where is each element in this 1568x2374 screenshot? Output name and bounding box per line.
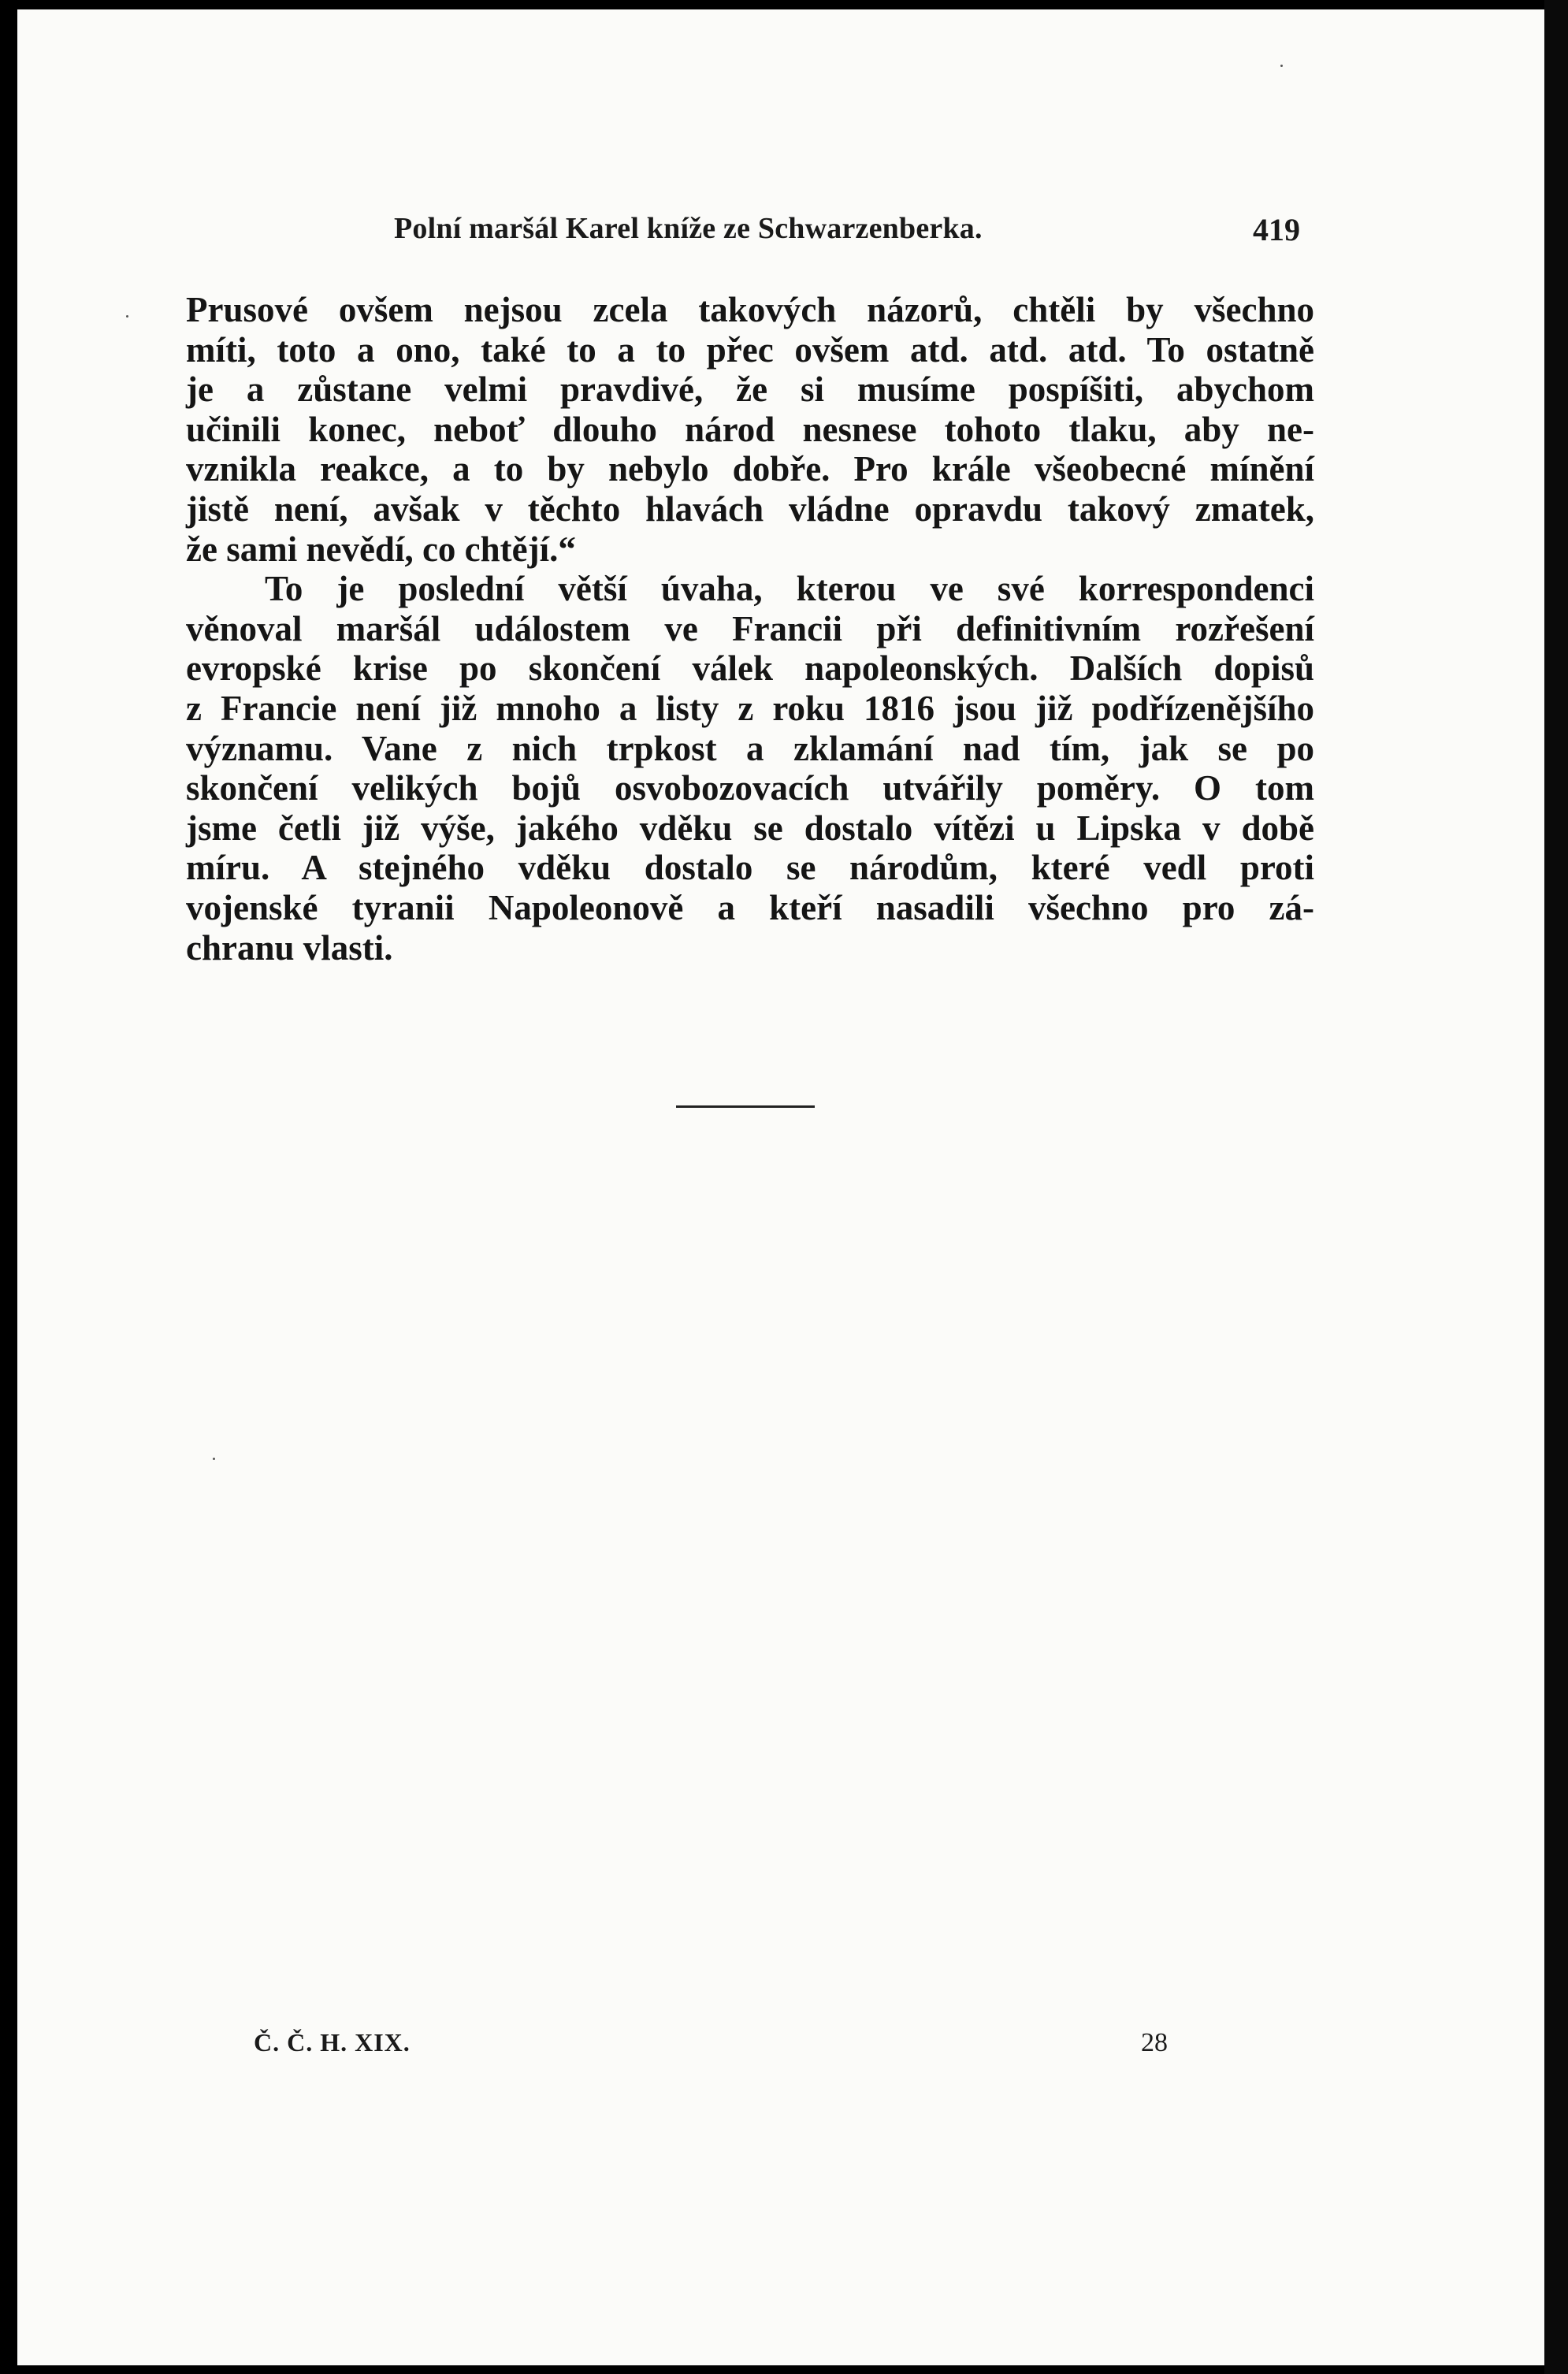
paragraph-2 [186, 569, 1314, 968]
sheet-number: 28 [1141, 2028, 1168, 2057]
sheet-signature: Č. Č. H. XIX. [254, 2028, 411, 2056]
text-line: že sami nevědí, co chtějí.“ [186, 529, 576, 569]
text-line: významu. Vane z nich trpkost a zklamání nad tím, jak se po [186, 728, 1314, 768]
page-number: 419 [1253, 212, 1300, 247]
text-line: je a zůstane velmi pravdivé, že si musíme pospíšiti, abychom [186, 370, 1314, 410]
scan-speck [1280, 65, 1283, 67]
text-line: z Francie není již mnoho a listy z roku 1816 jsou již podřízenějšího [186, 688, 1314, 728]
text-line: To je poslední větší úvaha, kterou ve své korrespondenci [265, 569, 1314, 609]
text-line: míru. A stejného vděku dostalo se národům, které vedl proti [186, 848, 1314, 888]
paragraph-1 [186, 290, 1314, 569]
text-line: Prusové ovšem nejsou zcela takových názorů, chtěli by všechno [186, 290, 1314, 329]
scan-speck [213, 1458, 215, 1460]
body-text [186, 290, 1314, 968]
text-line: věnoval maršál událostem ve Francii při definitivním rozřešení [186, 608, 1314, 648]
text-line: učinili konec, neboť dlouho národ nesnese tohoto tlaku, aby ne- [186, 409, 1314, 449]
running-title: Polní maršál Karel kníže ze Schwarzenberka. [394, 212, 983, 245]
text-line: jsme četli již výše, jakého vděku se dostalo vítězi u Lipska v době [186, 808, 1314, 848]
text-line: chranu vlasti. [186, 927, 393, 968]
text-line: evropské krise po skončení válek napoleonských. Dalších dopisů [186, 648, 1314, 689]
scan-speck [126, 315, 128, 318]
running-head [181, 211, 1316, 258]
text-line: míti, toto a ono, také to a to přec ovšem atd. atd. atd. To ostatně [186, 329, 1314, 370]
text-line: vojenské tyranii Napoleonově a kteří nasadili všechno pro zá- [186, 887, 1314, 927]
text-line: skončení velikých bojů osvobozovacích utvářily poměry. O tom [186, 768, 1314, 808]
section-divider [676, 1105, 815, 1108]
scan-edge [1544, 0, 1568, 2374]
text-line: jistě není, avšak v těchto hlavách vládne opravdu takový zmatek, [186, 489, 1314, 529]
text-line: vznikla reakce, a to by nebylo dobře. Pro krále všeobecné mínění [186, 449, 1314, 489]
